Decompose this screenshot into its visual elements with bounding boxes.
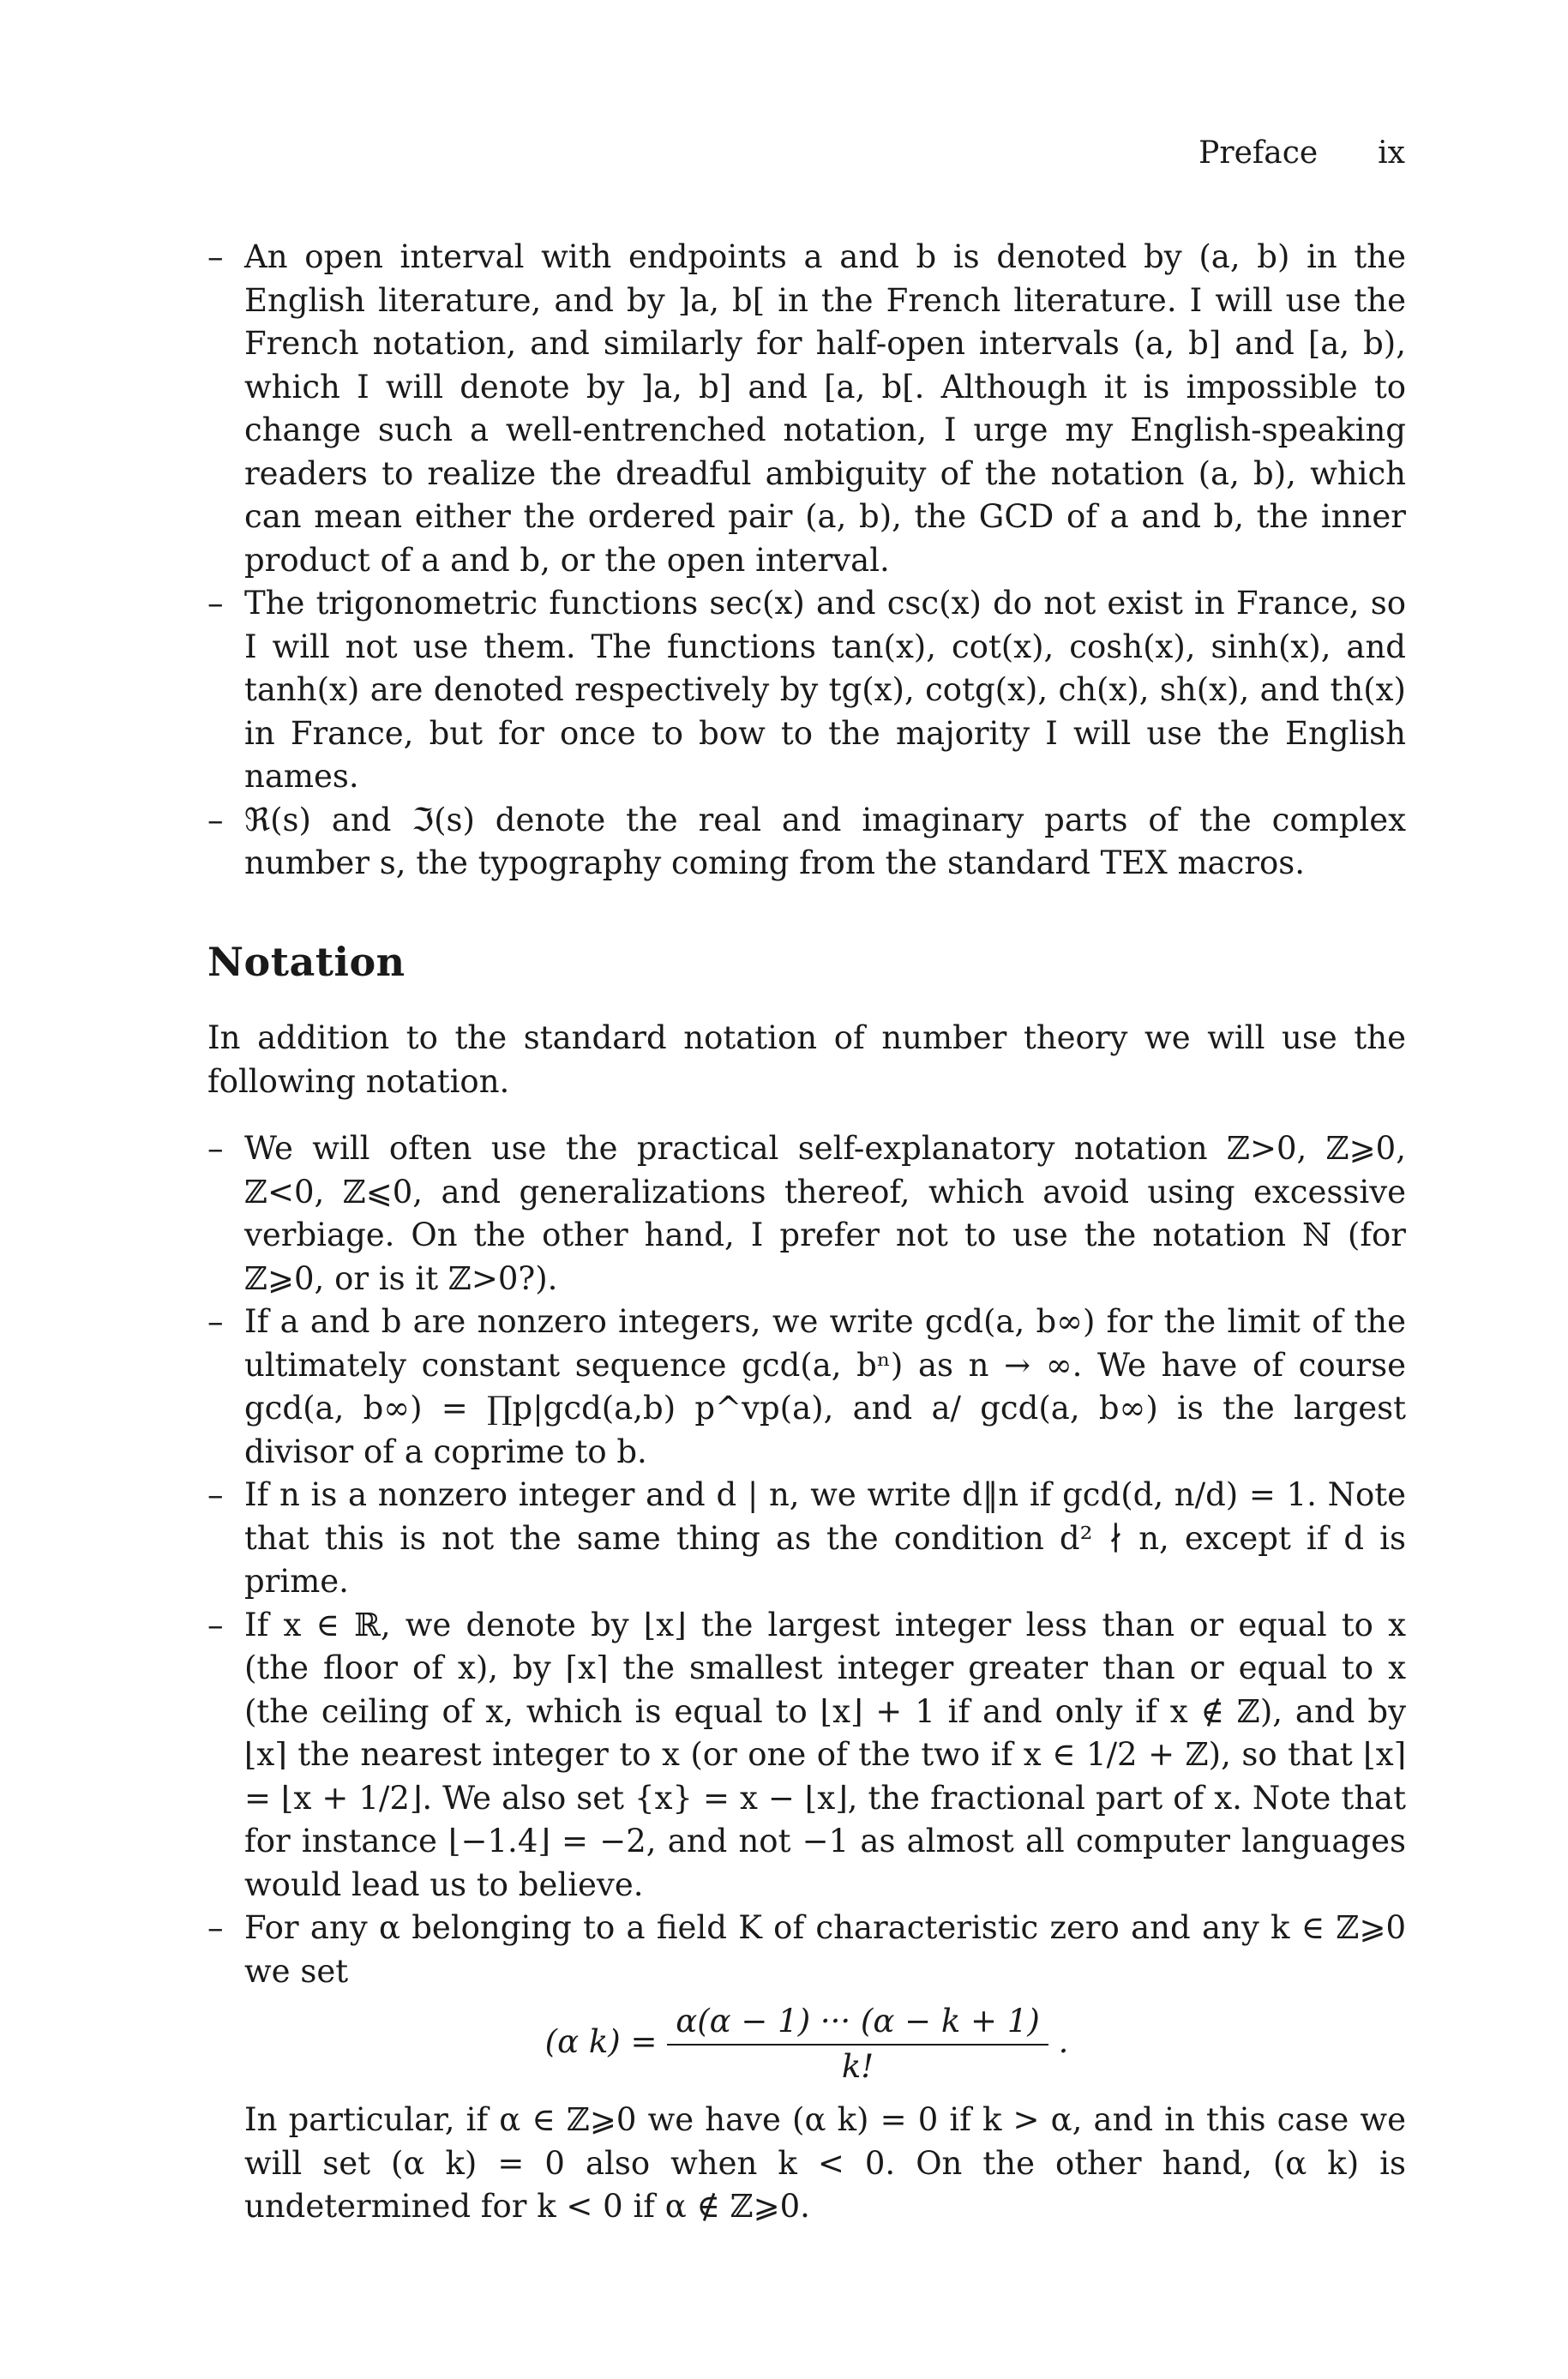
equation-trail: . <box>1058 2023 1069 2060</box>
binomial-equation <box>207 2000 1406 2088</box>
list-item: – We will often use the practical self-explanatory notation ℤ>0, ℤ⩾0, ℤ<0, ℤ⩽0, and generalizations thereof, which avoid using excessive verbiage. On the other hand, I prefer not to use the notation ℕ (for ℤ⩾0, or is it ℤ>0?). <box>207 1127 1406 1301</box>
list-item: – For any α belonging to a field K of characteristic zero and any k ∈ ℤ⩾0 we set <box>207 1907 1406 1993</box>
notation-list-block <box>207 1127 1406 2229</box>
page-number: ix <box>1378 135 1405 171</box>
list-item: – The trigonometric functions sec(x) and csc(x) do not exist in France, so I will not use them. The functions tan(x), cot(x), cosh(x), sinh(x), and tanh(x) are denoted respectively by tg(x), cotg(x), ch(x), sh(x), and th(x) in France, but for once to bow to the majority I will use the English names. <box>207 582 1406 799</box>
running-title: Preface <box>1199 135 1319 171</box>
list-item: – If a and b are nonzero integers, we write gcd(a, b∞) for the limit of the ultimately constant sequence gcd(a, bⁿ) as n → ∞. We have of course gcd(a, b∞) = ∏p|gcd(a,b) p^vp(a), and a/ gcd(a, b∞) is the largest divisor of a coprime to b. <box>207 1301 1406 1474</box>
equation-lhs: (α k) = <box>544 2023 658 2060</box>
section-intro: In addition to the standard notation of number theory we will use the following notation. <box>207 1019 1406 1100</box>
preface-list-block <box>207 236 1406 886</box>
list-item: – ℜ(s) and ℑ(s) denote the real and imaginary parts of the complex number s, the typography coming from the standard TEX macros. <box>207 799 1406 886</box>
list-item: – If n is a nonzero integer and d | n, we write d‖n if gcd(d, n/d) = 1. Note that this is not the same thing as the condition d² ∤ n, except if d is prime. <box>207 1474 1406 1604</box>
list-item: – If x ∈ ℝ, we denote by ⌊x⌋ the largest integer less than or equal to x (the floor of x), by ⌈x⌉ the smallest integer greater than or equal to x (the ceiling of x, which is equal to ⌊x⌋ + 1 if and only if x ∉ ℤ), and by ⌊x⌉ the nearest integer to x (or one of the two if x ∈ 1/2 + ℤ), so that ⌊x⌉ = ⌊x + 1/2⌋. We also set {x} = x − ⌊x⌋, the fractional part of x. Note that for instance ⌊−1.4⌋ = −2, and not −1 as almost all computer languages would lead us to believe. <box>207 1604 1406 1907</box>
closing-paragraph: In particular, if α ∈ ℤ⩾0 we have (α k) = 0 if k > α, and in this case we will set (α k) = 0 also when k < 0. On the other hand, (α k) is undetermined for k < 0 if α ∉ ℤ⩾0. <box>244 2101 1406 2225</box>
preface-list <box>207 236 1406 886</box>
section-heading: Notation <box>207 939 406 985</box>
notation-list <box>207 1127 1406 1993</box>
equation-fraction <box>667 2000 1048 2088</box>
equation-denominator: k! <box>841 2047 874 2085</box>
equation-numerator: α(α − 1) ··· (α − k + 1) <box>667 2000 1048 2046</box>
list-item: – An open interval with endpoints a and b is denoted by (a, b) in the English literature, and by ]a, b[ in the French literature. I will use the French notation, and similarly for half-open intervals (a, b] and [a, b), which I will denote by ]a, b] and [a, b[. Although it is impossible to change such a well-entrenched notation, I urge my English-speaking readers to realize the dreadful ambiguity of the notation (a, b), which can mean either the ordered pair (a, b), the GCD of a and b, the inner product of a and b, or the open interval. <box>207 236 1406 582</box>
running-header <box>1199 135 1405 171</box>
